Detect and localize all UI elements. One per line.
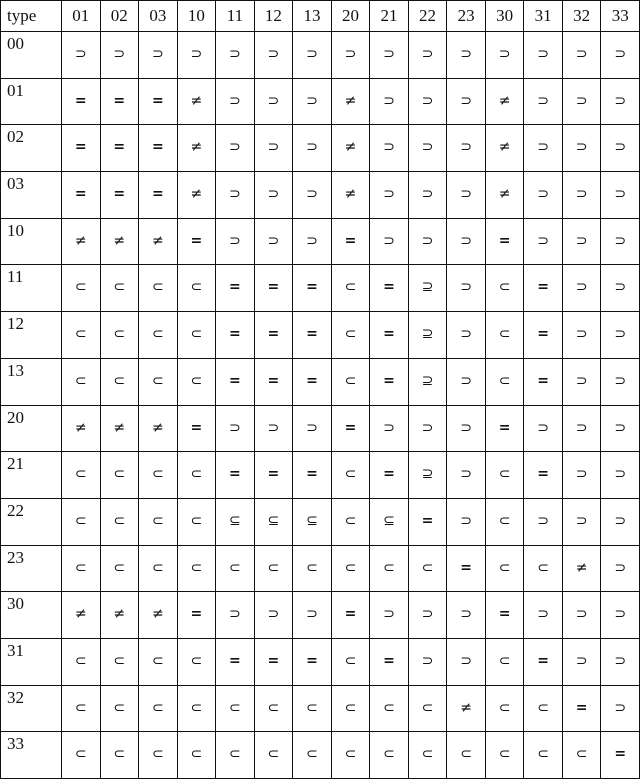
table-row [1,498,640,545]
relation-cell: ⊂ [139,545,178,592]
relation-cell: ⊃ [139,32,178,79]
relation-cell: ⊃ [216,78,255,125]
relation-cell: ≠ [177,78,216,125]
relation-cell: ⊂ [139,498,178,545]
relation-cell: ⊂ [139,638,178,685]
relation-cell: ⊃ [524,218,563,265]
relation-cell: ⊃ [562,125,601,172]
relation-cell: ⊃ [601,685,640,732]
relation-cell: ⊃ [408,78,447,125]
column-header: 11 [216,1,255,32]
relation-cell: = [485,218,524,265]
relation-cell: ⊂ [139,358,178,405]
table-row [1,685,640,732]
relation-cell: = [100,172,139,219]
relation-cell: ⊂ [408,545,447,592]
table-row [1,265,640,312]
relation-cell: ⊂ [216,545,255,592]
relation-cell: ⊃ [562,172,601,219]
table-row [1,452,640,499]
relation-cell: ⊂ [100,732,139,779]
relation-cell: ⊂ [331,498,370,545]
relation-cell: = [254,452,293,499]
relation-cell: ⊂ [62,545,101,592]
relation-cell: ⊃ [370,172,409,219]
relation-cell: = [139,125,178,172]
relation-cell: ⊂ [331,638,370,685]
header-row [1,1,640,32]
row-header: 13 [1,358,62,405]
relation-cell: ⊃ [408,125,447,172]
relation-cell: = [331,405,370,452]
relation-cell: ⊂ [139,265,178,312]
relation-cell: ⊂ [177,452,216,499]
relation-cell: = [524,638,563,685]
relation-cell: ⊂ [139,452,178,499]
relation-cell: ⊂ [524,685,563,732]
relation-cell: ⊂ [524,545,563,592]
column-header: 22 [408,1,447,32]
relation-cell: ⊃ [370,405,409,452]
corner-header: type [1,1,62,32]
relation-cell: ⊂ [447,732,486,779]
row-header: 22 [1,498,62,545]
row-header: 30 [1,592,62,639]
relation-cell: = [562,685,601,732]
table-row [1,405,640,452]
relation-cell: ⊂ [100,358,139,405]
relation-cell: = [139,172,178,219]
relation-cell: ⊂ [62,498,101,545]
column-header: 03 [139,1,178,32]
relation-cell: = [293,312,332,359]
relation-cell: ⊃ [216,405,255,452]
relation-cell: ≠ [485,172,524,219]
column-header: 13 [293,1,332,32]
relation-cell: ⊂ [485,452,524,499]
column-header: 32 [562,1,601,32]
relation-cell: = [370,638,409,685]
relation-cell: ⊃ [408,32,447,79]
relation-cell: ⊃ [254,592,293,639]
relation-cell: ⊂ [293,545,332,592]
relation-cell: ⊂ [100,312,139,359]
relation-cell: ⊃ [601,545,640,592]
relation-cell: ⊂ [562,732,601,779]
relation-cell: ⊂ [408,732,447,779]
relation-cell: ⊃ [524,125,563,172]
relation-cell: ⊂ [524,732,563,779]
relation-cell: ⊃ [601,358,640,405]
relation-cell: ⊂ [177,732,216,779]
relation-cell: ⊃ [216,32,255,79]
relation-cell: ⊂ [254,732,293,779]
relation-cell: = [216,358,255,405]
relation-cell: ⊂ [62,312,101,359]
relation-cell: ⊃ [408,592,447,639]
table-row [1,312,640,359]
relation-cell: ⊂ [139,685,178,732]
relation-cell: ⊃ [293,172,332,219]
relation-cell: = [524,265,563,312]
relation-cell: ⊂ [62,452,101,499]
row-header: 31 [1,638,62,685]
relation-cell: ⊂ [216,732,255,779]
relation-cell: ⊃ [562,358,601,405]
table-body [1,32,640,779]
row-header: 01 [1,78,62,125]
relation-cell: ⊃ [562,405,601,452]
relation-cell: ⊂ [100,685,139,732]
relation-cell: ⊂ [62,638,101,685]
relation-cell: = [524,452,563,499]
table-row [1,592,640,639]
relation-cell: = [447,545,486,592]
relation-cell: ⊃ [524,172,563,219]
relation-cell: ⊃ [562,498,601,545]
relation-cell: = [216,265,255,312]
relation-cell: ⊃ [447,358,486,405]
table-row [1,218,640,265]
relation-cell: ⊂ [177,312,216,359]
relation-cell: ⊃ [254,32,293,79]
relation-cell: ⊃ [447,498,486,545]
relation-cell: ⊃ [254,218,293,265]
relation-cell: ⊂ [139,732,178,779]
relation-cell: ⊃ [293,218,332,265]
relation-cell: ⊂ [216,685,255,732]
relation-cell: = [485,592,524,639]
table-row [1,638,640,685]
relation-cell: = [524,358,563,405]
relation-cell: ⊃ [447,638,486,685]
relation-cell: ⊂ [100,452,139,499]
relation-cell: ⊃ [601,78,640,125]
relation-cell: ⊇ [408,312,447,359]
relation-cell: = [62,125,101,172]
relation-cell: ⊆ [254,498,293,545]
column-header: 33 [601,1,640,32]
relation-cell: ⊃ [601,32,640,79]
row-header: 20 [1,405,62,452]
column-header: 10 [177,1,216,32]
relation-cell: ⊂ [370,732,409,779]
relation-cell: ⊃ [331,32,370,79]
relation-cell: ⊃ [524,32,563,79]
relation-cell: ≠ [562,545,601,592]
table-row [1,545,640,592]
relation-cell: = [293,265,332,312]
relation-cell: = [254,265,293,312]
relation-cell: ⊆ [216,498,255,545]
row-header: 32 [1,685,62,732]
relation-cell: ⊃ [408,218,447,265]
relation-cell: ⊂ [100,265,139,312]
relation-cell: ⊃ [100,32,139,79]
table-row [1,125,640,172]
relation-cell: ⊃ [447,218,486,265]
relation-cell: ⊂ [62,732,101,779]
row-header: 33 [1,732,62,779]
relation-cell: ⊃ [601,312,640,359]
relation-cell: ⊃ [485,32,524,79]
relation-cell: ⊃ [562,218,601,265]
relation-cell: ⊃ [216,592,255,639]
relation-cell: ⊂ [331,452,370,499]
relation-cell: ⊇ [408,452,447,499]
relation-cell: ⊃ [601,592,640,639]
relation-cell: ⊃ [562,78,601,125]
row-header: 00 [1,32,62,79]
relation-cell: ⊂ [331,732,370,779]
row-header: 03 [1,172,62,219]
relation-cell: ⊃ [601,638,640,685]
table-row [1,358,640,405]
relation-cell: ⊃ [216,125,255,172]
relation-cell: ⊂ [177,685,216,732]
relation-cell: ⊂ [177,638,216,685]
table-row [1,732,640,779]
relation-cell: = [62,78,101,125]
relation-cell: ≠ [177,125,216,172]
relation-cell: ⊂ [485,358,524,405]
row-header: 23 [1,545,62,592]
relation-cell: ⊃ [447,172,486,219]
relation-cell: ⊂ [485,265,524,312]
relation-cell: ⊂ [331,358,370,405]
relation-cell: ⊂ [485,732,524,779]
column-header: 23 [447,1,486,32]
relation-cell: ≠ [331,125,370,172]
table-row [1,172,640,219]
relation-cell: ≠ [100,405,139,452]
relation-cell: = [370,452,409,499]
relation-cell: = [139,78,178,125]
relation-cell: ≠ [139,405,178,452]
relation-cell: ⊃ [254,78,293,125]
relation-cell: = [331,218,370,265]
relation-cell: = [254,358,293,405]
relation-cell: = [177,405,216,452]
table-row [1,78,640,125]
relation-cell: ⊂ [485,498,524,545]
relation-cell: ⊃ [370,32,409,79]
column-header: 12 [254,1,293,32]
relation-cell: ⊃ [408,638,447,685]
relation-cell: ⊂ [331,545,370,592]
relation-cell: ⊃ [447,452,486,499]
relation-cell: = [216,452,255,499]
relation-cell: = [100,78,139,125]
relation-cell: = [370,312,409,359]
relation-cell: ≠ [139,592,178,639]
table-row [1,32,640,79]
relation-cell: ⊃ [601,265,640,312]
relation-cell: = [216,312,255,359]
relation-cell: ≠ [100,592,139,639]
relation-cell: ⊂ [177,265,216,312]
relation-cell: ⊂ [293,732,332,779]
relation-cell: ⊂ [485,685,524,732]
column-header: 02 [100,1,139,32]
relation-cell: = [601,732,640,779]
relation-cell: = [254,638,293,685]
relation-cell: ⊂ [177,358,216,405]
relation-cell: ⊃ [562,265,601,312]
relation-cell: ⊂ [177,498,216,545]
relation-cell: = [485,405,524,452]
relation-cell: ⊆ [370,498,409,545]
relation-cell: ⊃ [524,78,563,125]
relation-cell: ⊂ [177,545,216,592]
row-header: 02 [1,125,62,172]
relation-cell: ⊆ [293,498,332,545]
relation-cell: ⊃ [293,32,332,79]
relation-cell: = [331,592,370,639]
relation-cell: ≠ [485,78,524,125]
relation-cell: = [293,452,332,499]
relation-cell: ⊂ [100,498,139,545]
relation-cell: ⊇ [408,358,447,405]
relation-cell: ⊂ [62,358,101,405]
relation-cell: ⊃ [370,592,409,639]
relation-cell: ⊂ [254,685,293,732]
relation-cell: ⊃ [447,405,486,452]
relation-cell: ≠ [331,78,370,125]
column-header: 21 [370,1,409,32]
relation-cell: = [524,312,563,359]
relation-cell: ⊂ [254,545,293,592]
relation-cell: ⊃ [370,78,409,125]
relation-cell: ⊂ [293,685,332,732]
column-header: 30 [485,1,524,32]
relation-cell: ⊃ [293,405,332,452]
column-header: 20 [331,1,370,32]
relation-cell: ⊂ [331,685,370,732]
relation-cell: ≠ [139,218,178,265]
relation-cell: ⊃ [524,405,563,452]
relation-cell: ⊃ [177,32,216,79]
relation-cell: ≠ [100,218,139,265]
relation-cell: ⊃ [562,452,601,499]
column-header: 31 [524,1,563,32]
relation-cell: ≠ [62,405,101,452]
relation-cell: ⊃ [524,498,563,545]
relation-cell: ⊂ [408,685,447,732]
relation-cell: ⊃ [254,172,293,219]
relation-cell: ⊃ [447,312,486,359]
relation-cell: = [177,218,216,265]
relation-cell: ⊃ [601,125,640,172]
relation-cell: ⊃ [293,592,332,639]
row-header: 10 [1,218,62,265]
relation-cell: = [408,498,447,545]
relation-cell: ≠ [62,218,101,265]
relation-cell: ⊂ [331,312,370,359]
relation-cell: ⊃ [293,125,332,172]
relation-cell: ⊂ [370,685,409,732]
relation-cell: = [370,358,409,405]
relation-cell: ⊂ [62,685,101,732]
relation-cell: ⊃ [601,452,640,499]
relation-cell: ⊃ [293,78,332,125]
relation-cell: ⊃ [601,218,640,265]
relation-cell: ⊂ [485,312,524,359]
relation-cell: = [177,592,216,639]
relation-cell: ⊃ [254,405,293,452]
relation-cell: ≠ [62,592,101,639]
relation-cell: ⊂ [331,265,370,312]
relation-cell: ⊂ [139,312,178,359]
relation-cell: = [370,265,409,312]
relation-cell: ⊃ [562,32,601,79]
row-header: 11 [1,265,62,312]
relation-cell: ⊂ [485,638,524,685]
column-header: 01 [62,1,101,32]
relation-cell: ⊃ [447,125,486,172]
relation-cell: ⊂ [370,545,409,592]
relation-cell: ⊃ [562,312,601,359]
row-header: 21 [1,452,62,499]
relation-cell: = [100,125,139,172]
relation-cell: ⊃ [601,405,640,452]
relation-cell: ⊃ [447,32,486,79]
relation-cell: = [254,312,293,359]
relation-cell: ⊃ [62,32,101,79]
relation-cell: ⊃ [408,405,447,452]
relation-cell: ⊃ [254,125,293,172]
relation-cell: ⊃ [216,218,255,265]
relation-cell: ⊃ [370,218,409,265]
relation-cell: = [216,638,255,685]
relation-cell: ⊃ [524,592,563,639]
relation-cell: ≠ [177,172,216,219]
relation-cell: = [293,638,332,685]
relation-cell: ⊂ [100,638,139,685]
relation-cell: ⊃ [370,125,409,172]
relation-cell: ⊇ [408,265,447,312]
relation-cell: = [293,358,332,405]
row-header: 12 [1,312,62,359]
relation-cell: = [62,172,101,219]
relation-cell: ⊃ [216,172,255,219]
relation-cell: ≠ [447,685,486,732]
relation-cell: ⊃ [562,638,601,685]
relation-cell: ⊃ [447,592,486,639]
relation-cell: ⊂ [100,545,139,592]
relation-cell: ⊃ [447,78,486,125]
relation-cell: ≠ [331,172,370,219]
relation-cell: ⊃ [447,265,486,312]
relation-cell: ⊃ [601,172,640,219]
relation-cell: ⊃ [562,592,601,639]
relation-cell: ⊂ [485,545,524,592]
relation-cell: ⊃ [601,498,640,545]
relation-cell: ⊂ [62,265,101,312]
relation-cell: ⊃ [408,172,447,219]
relation-cell: ≠ [485,125,524,172]
